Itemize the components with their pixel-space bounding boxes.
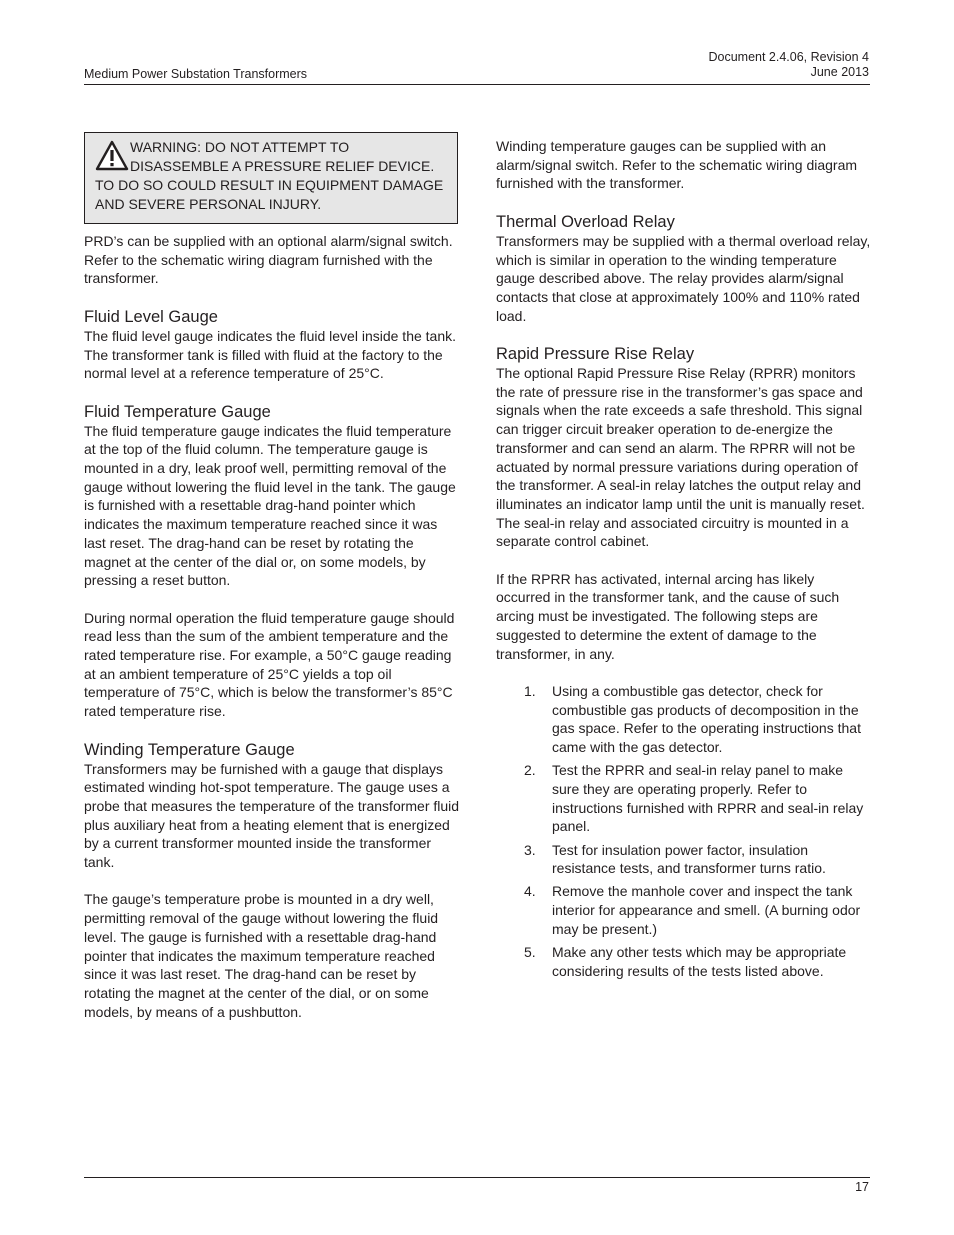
warning-line-2: DISASSEMBLE A PRESSURE RELIEF DEVICE. xyxy=(130,158,435,174)
document-date: June 2013 xyxy=(810,65,869,79)
section-heading: Fluid Temperature Gauge xyxy=(84,402,271,421)
footer-divider xyxy=(84,1177,870,1178)
list-text: Using a combustible gas detector, check for combustible gas products of decomposition in the gas space. Refer to the operating instructions that came with the gas detector. xyxy=(552,682,861,756)
fluid-level-section xyxy=(84,307,460,383)
list-number: 5. xyxy=(524,944,536,961)
header-divider xyxy=(84,84,870,85)
winding-switch-paragraph: Winding temperature gauges can be supplied with an alarm/signal switch. Refer to the schematic wiring diagram furnished with the transformer. xyxy=(496,138,858,192)
paragraph: Transformers may be furnished with a gauge that displays estimated winding hot-spot temperature. The gauge uses a probe that measures the temperature of the transformer fluid plus auxiliary heat from a heating element that is energized by a current transformer mounted inside the transformer tank. xyxy=(84,760,460,871)
paragraph: The optional Rapid Pressure Rise Relay (RPRR) monitors the rate of pressure rise in the transformer’s gas space and signals when the rate exceeds a safe threshold. This signal can trigger circuit breaker operation to de-energize the transformer and can send an alarm. The RPRR will not be actuated by normal pressure variations during operation of the transformer. A seal-in relay latches the output relay and illuminates an indicator lamp until the unit is manually reset. The seal-in relay and associated circuitry is mounted in a separate control cabinet. xyxy=(496,365,865,550)
section-heading: Winding Temperature Gauge xyxy=(84,740,295,759)
section-heading: Thermal Overload Relay xyxy=(496,212,675,231)
paragraph: The fluid level gauge indicates the fluid level inside the tank. The transformer tank is filled with fluid at the factory to the normal level at a reference temperature of 25°C. xyxy=(84,327,457,382)
rapid-pressure-section xyxy=(496,344,872,663)
document-title: Medium Power Substation Transformers xyxy=(84,67,308,81)
list-item xyxy=(496,943,872,980)
section-heading: Rapid Pressure Rise Relay xyxy=(496,345,695,363)
inspection-steps-list xyxy=(496,682,872,981)
fluid-temperature-section xyxy=(84,402,460,721)
left-column xyxy=(84,132,460,1040)
paragraph: The gauge’s temperature probe is mounted in a dry well, permitting removal of the gauge without lowering the fluid level. The gauge is furnished with a resettable drag-hand pointer that indicates the maximum temperature reached since it was last reset. The drag-hand can be reset by rotating the magnet at the center of the dial, or on some models, by means of a pushbutton. xyxy=(84,891,439,1020)
warning-box xyxy=(84,132,458,224)
list-item xyxy=(496,682,872,757)
paragraph: The fluid temperature gauge indicates the fluid temperature at the top of the fluid column. The temperature gauge is mounted in a dry, leak proof well, permitting removal of the gauge without lowering the fluid level in the tank. The gauge is furnished with a resettable drag-hand pointer which indicates the maximum temperature reached since it was last reset. The drag-hand can be reset by rotating the magnet at the center of the dial or, on some models, by pressing a reset button. xyxy=(84,422,456,589)
warning-triangle-icon xyxy=(95,140,129,172)
list-text: Make any other tests which may be appropriate considering results of the tests listed above. xyxy=(552,944,847,979)
list-number: 3. xyxy=(524,841,536,858)
document-info xyxy=(708,50,869,80)
list-number: 2. xyxy=(524,762,536,779)
warning-line-3: TO DO SO COULD RESULT IN EQUIPMENT DAMAGE AND SEVERE PERSONAL INJURY. xyxy=(95,177,444,212)
paragraph: During normal operation the fluid temperature gauge should read less than the sum of the ambient temperature and the rated temperature rise. For example, a 50°C gauge reading at an ambient temperature of 25°C yields a top oil temperature of 75°C, which is below the transformer’s 85°C rated temperature rise. xyxy=(84,609,455,720)
paragraph: Transformers may be supplied with a thermal overload relay, which is similar in operation to the winding temperature gauge described above. The relay provides alarm/signal contacts that close at approximately 100% and 110% rated load. xyxy=(496,232,871,324)
list-item xyxy=(496,841,872,878)
right-column xyxy=(496,137,872,985)
warning-line-1: : DO NOT ATTEMPT TO xyxy=(197,139,350,155)
list-number: 1. xyxy=(524,682,536,699)
thermal-overload-section xyxy=(496,212,872,326)
list-item xyxy=(496,761,872,836)
prd-paragraph: PRD’s can be supplied with an optional alarm/signal switch. Refer to the schematic wiring diagram furnished with the transformer. xyxy=(84,233,453,287)
winding-temperature-section xyxy=(84,740,460,1022)
list-text: Remove the manhole cover and inspect the tank interior for appearance and smell. (A burning odor may be present.) xyxy=(552,883,861,937)
list-number: 4. xyxy=(524,883,536,900)
section-heading: Fluid Level Gauge xyxy=(84,307,218,326)
paragraph: If the RPRR has activated, internal arcing has likely occurred in the transformer tank, and the cause of such arcing must be investigated. The following steps are suggested to determine the extent of damage to the transformer, in any. xyxy=(496,570,840,662)
page-number: 17 xyxy=(855,1180,869,1194)
list-item xyxy=(496,882,872,938)
warning-label: WARNING xyxy=(130,139,198,155)
list-text: Test the RPRR and seal-in relay panel to make sure they are operating properly. Refer to instructions furnished with RPRR and seal-in relay panel. xyxy=(552,762,864,835)
list-text: Test for insulation power factor, insulation resistance tests, and transformer turns ratio. xyxy=(552,841,826,877)
document-number: Document 2.4.06, Revision 4 xyxy=(708,50,869,64)
